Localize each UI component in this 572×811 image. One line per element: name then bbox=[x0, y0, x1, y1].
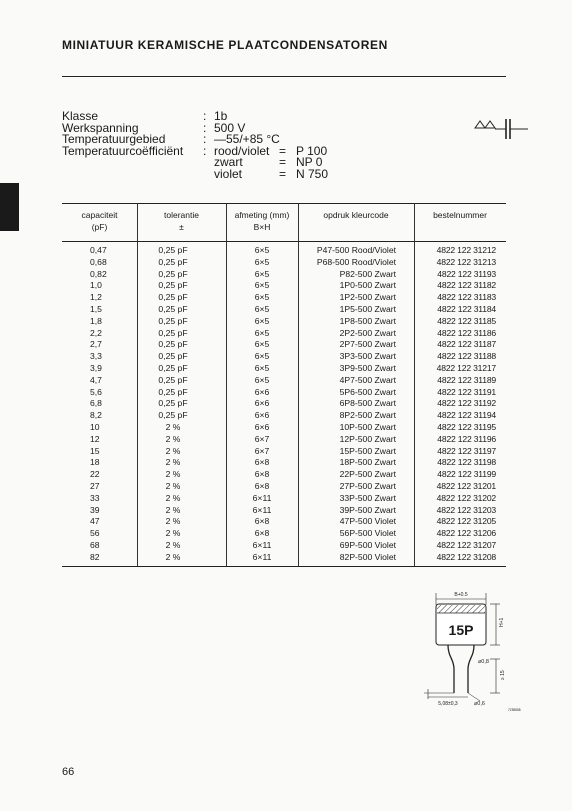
cell-opdruk: 27P-500 Zwart bbox=[339, 480, 396, 491]
cell-bestelnummer: 4822 122 31192 bbox=[437, 398, 496, 409]
cell-tolerantie: 2 % bbox=[165, 528, 181, 539]
cell-opdruk: 1P5-500 Zwart bbox=[339, 303, 396, 314]
table-row bbox=[62, 292, 506, 304]
cell-afmeting: 6×5 bbox=[254, 339, 270, 350]
cell-capaciteit: 1,5 bbox=[90, 303, 102, 314]
cell-bestelnummer: 4822 122 31196 bbox=[437, 433, 496, 444]
cell-afmeting: 6×6 bbox=[254, 421, 270, 432]
cell-afmeting: 6×11 bbox=[252, 492, 272, 503]
cell-bestelnummer: 4822 122 31201 bbox=[436, 480, 496, 491]
dim-width-label: B+0.5 bbox=[454, 592, 468, 598]
cell-tolerantie: 0,25 pF bbox=[158, 280, 188, 291]
cell-tolerantie: 2 % bbox=[165, 457, 181, 468]
cell-capaciteit: 39 bbox=[90, 504, 100, 515]
cell-bestelnummer: 4822 122 31205 bbox=[436, 516, 496, 527]
cell-capaciteit: 8,2 bbox=[90, 410, 102, 421]
cell-tolerantie: 0,25 pF bbox=[158, 315, 188, 326]
cell-tolerantie: 0,25 pF bbox=[158, 386, 188, 397]
dim-lead-dia-label: ⌀0,8 bbox=[478, 659, 489, 665]
cell-capaciteit: 56 bbox=[90, 528, 100, 539]
cell-afmeting: 6×5 bbox=[254, 292, 270, 303]
table-row bbox=[62, 516, 506, 528]
table-row bbox=[62, 328, 506, 340]
cell-bestelnummer: 4822 122 31217 bbox=[436, 362, 496, 373]
cell-opdruk: 18P-500 Zwart bbox=[339, 457, 396, 468]
table-row bbox=[62, 469, 506, 481]
spec-colon: : bbox=[203, 109, 207, 123]
cell-tolerantie: 0,25 pF bbox=[158, 398, 188, 409]
header-unit: ± bbox=[179, 222, 184, 232]
spec-code: NP 0 bbox=[296, 155, 323, 170]
cell-afmeting: 6×6 bbox=[254, 398, 270, 409]
cell-opdruk: P47-500 Rood/Violet bbox=[316, 245, 396, 255]
spec-equals: = bbox=[279, 166, 287, 181]
header-opdruk bbox=[298, 209, 414, 221]
cell-bestelnummer: 4822 122 31184 bbox=[437, 303, 496, 314]
cell-afmeting: 6×8 bbox=[254, 480, 270, 491]
cell-bestelnummer: 4822 122 31203 bbox=[436, 504, 496, 515]
table-top-rule bbox=[62, 203, 506, 204]
cell-opdruk: P68-500 Rood/Violet bbox=[316, 256, 396, 267]
spec-value: 1b bbox=[214, 109, 228, 123]
cell-tolerantie: 0,25 pF bbox=[158, 374, 188, 385]
header-capaciteit bbox=[62, 209, 137, 233]
table-row bbox=[62, 316, 506, 328]
table-row bbox=[62, 245, 506, 257]
spec-label: Klasse bbox=[62, 109, 99, 123]
cell-capaciteit: 4,7 bbox=[90, 374, 102, 385]
table-row bbox=[62, 540, 506, 552]
cell-capaciteit: 6,8 bbox=[90, 398, 102, 409]
cell-tolerantie: 2 % bbox=[165, 504, 181, 515]
page-title: MINIATUUR KERAMISCHE PLAATCONDENSATOREN bbox=[62, 38, 388, 52]
cell-tolerantie: 0,25 pF bbox=[158, 327, 188, 338]
cell-opdruk: 56P-500 Violet bbox=[339, 528, 396, 539]
table-row bbox=[62, 351, 506, 363]
cell-tolerantie: 0,25 pF bbox=[158, 292, 188, 303]
cell-capaciteit: 22 bbox=[90, 469, 100, 480]
cell-bestelnummer: 4822 122 31212 bbox=[436, 245, 496, 255]
cell-capaciteit: 3,9 bbox=[90, 362, 102, 373]
cell-capaciteit: 0,82 bbox=[90, 268, 107, 279]
cell-opdruk: 47P-500 Violet bbox=[339, 516, 396, 527]
cell-tolerantie: 2 % bbox=[165, 433, 181, 444]
cell-opdruk: 22P-500 Zwart bbox=[339, 469, 396, 480]
header-label: opdruk kleurcode bbox=[323, 210, 389, 220]
cell-tolerantie: 2 % bbox=[165, 492, 181, 503]
header-bestelnummer bbox=[414, 209, 506, 221]
spec-label: Temperatuurgebied bbox=[62, 132, 166, 147]
spec-colon: : bbox=[203, 132, 207, 147]
cell-tolerantie: 0,25 pF bbox=[158, 339, 188, 350]
cell-tolerantie: 0,25 pF bbox=[158, 351, 188, 362]
cell-capaciteit: 47 bbox=[90, 516, 100, 527]
table-row bbox=[62, 528, 506, 540]
cell-opdruk: P82-500 Zwart bbox=[339, 268, 396, 279]
cell-tolerantie: 0,25 pF bbox=[158, 362, 188, 373]
cell-opdruk: 6P8-500 Zwart bbox=[339, 398, 396, 409]
header-tolerantie bbox=[137, 209, 226, 233]
cell-opdruk: 8P2-500 Zwart bbox=[339, 410, 396, 421]
cell-afmeting: 6×5 bbox=[254, 315, 270, 326]
cell-afmeting: 6×11 bbox=[252, 539, 272, 550]
cell-bestelnummer: 4822 122 31183 bbox=[437, 292, 496, 303]
capacitor-table-body bbox=[62, 245, 506, 564]
spec-label: Temperatuurcoëfficiënt bbox=[62, 143, 184, 158]
cell-capaciteit: 10 bbox=[90, 421, 100, 432]
header-label: capaciteit bbox=[81, 210, 118, 220]
table-row bbox=[62, 375, 506, 387]
dim-height-label: H+1 bbox=[499, 617, 505, 627]
cell-afmeting: 6×6 bbox=[254, 386, 270, 397]
cell-capaciteit: 82 bbox=[90, 551, 100, 562]
cell-opdruk: 1P2-500 Zwart bbox=[339, 292, 396, 303]
cell-afmeting: 6×5 bbox=[254, 374, 270, 385]
cell-capaciteit: 33 bbox=[90, 492, 100, 503]
cell-capaciteit: 18 bbox=[90, 457, 100, 468]
cell-bestelnummer: 4822 122 31198 bbox=[437, 457, 496, 468]
cell-tolerantie: 2 % bbox=[165, 421, 181, 432]
section-marker bbox=[0, 183, 19, 231]
cell-capaciteit: 1,0 bbox=[90, 280, 102, 291]
cell-afmeting: 6×5 bbox=[254, 303, 270, 314]
table-row bbox=[62, 457, 506, 469]
cell-afmeting: 6×5 bbox=[254, 362, 270, 373]
title-divider bbox=[62, 76, 506, 77]
cell-capaciteit: 1,8 bbox=[90, 315, 102, 326]
page-number: 66 bbox=[62, 766, 75, 778]
cell-capaciteit: 0,47 bbox=[90, 245, 107, 255]
cell-tolerantie: 0,25 pF bbox=[158, 256, 188, 267]
dim-lead-length-label: ≥ 15 bbox=[500, 670, 506, 680]
table-header-rule bbox=[62, 241, 506, 242]
cell-capaciteit: 3,3 bbox=[90, 351, 102, 362]
cell-capaciteit: 2,2 bbox=[90, 327, 102, 338]
cell-afmeting: 6×11 bbox=[252, 551, 272, 562]
cell-opdruk: 1P8-500 Zwart bbox=[339, 315, 396, 326]
cell-opdruk: 3P9-500 Zwart bbox=[339, 362, 396, 373]
table-row bbox=[62, 280, 506, 292]
table-row bbox=[62, 493, 506, 505]
cell-bestelnummer: 4822 122 31182 bbox=[437, 280, 496, 291]
spec-value: rood/violet bbox=[214, 143, 270, 158]
cell-opdruk: 3P3-500 Zwart bbox=[339, 351, 396, 362]
table-row bbox=[62, 552, 506, 564]
table-row bbox=[62, 398, 506, 410]
capacitor-dimension-drawing bbox=[404, 585, 532, 715]
table-row bbox=[62, 410, 506, 422]
cell-bestelnummer: 4822 122 31199 bbox=[437, 469, 496, 480]
spec-value: zwart bbox=[214, 155, 243, 170]
drawing-reference: 7Z55558 bbox=[508, 708, 521, 712]
spec-colon: : bbox=[203, 120, 207, 135]
cell-afmeting: 6×7 bbox=[254, 433, 270, 444]
table-row bbox=[62, 422, 506, 434]
cell-bestelnummer: 4822 122 31207 bbox=[436, 539, 496, 550]
cell-bestelnummer: 4822 122 31185 bbox=[437, 315, 496, 326]
cell-tolerantie: 0,25 pF bbox=[158, 410, 188, 421]
table-row bbox=[62, 481, 506, 493]
spec-colon: : bbox=[203, 143, 207, 158]
cell-tolerantie: 2 % bbox=[165, 469, 181, 480]
cell-bestelnummer: 4822 122 31202 bbox=[436, 492, 496, 503]
cell-capaciteit: 5,6 bbox=[90, 386, 102, 397]
cell-afmeting: 6×5 bbox=[254, 268, 270, 279]
cell-bestelnummer: 4822 122 31187 bbox=[437, 339, 496, 350]
table-row bbox=[62, 434, 506, 446]
header-label: afmeting (mm) bbox=[234, 210, 290, 220]
cell-afmeting: 6×8 bbox=[254, 457, 270, 468]
header-label: bestelnummer bbox=[433, 210, 487, 220]
cell-capaciteit: 1,2 bbox=[90, 292, 102, 303]
cell-capaciteit: 12 bbox=[90, 433, 100, 444]
cell-afmeting: 6×11 bbox=[252, 504, 272, 515]
spec-value: 500 V bbox=[214, 120, 246, 135]
spec-code: N 750 bbox=[296, 166, 329, 181]
cell-bestelnummer: 4822 122 31197 bbox=[437, 445, 496, 456]
cell-opdruk: 39P-500 Zwart bbox=[339, 504, 396, 515]
cell-opdruk: 5P6-500 Zwart bbox=[339, 386, 396, 397]
spec-value: violet bbox=[214, 166, 243, 181]
cell-afmeting: 6×5 bbox=[254, 280, 270, 291]
cell-afmeting: 6×6 bbox=[254, 410, 270, 421]
cell-tolerantie: 0,25 pF bbox=[158, 303, 188, 314]
cell-afmeting: 6×8 bbox=[254, 469, 270, 480]
cell-tolerantie: 0,25 pF bbox=[158, 245, 188, 255]
cell-capaciteit: 27 bbox=[90, 480, 100, 491]
spec-code: P 100 bbox=[296, 143, 328, 158]
spec-equals: = bbox=[279, 143, 287, 158]
cell-bestelnummer: 4822 122 31194 bbox=[437, 410, 496, 421]
cell-opdruk: 12P-500 Zwart bbox=[339, 433, 396, 444]
cell-tolerantie: 2 % bbox=[165, 480, 181, 491]
cell-opdruk: 33P-500 Zwart bbox=[339, 492, 396, 503]
spec-label: Werkspanning bbox=[62, 120, 139, 135]
cell-tolerantie: 2 % bbox=[165, 539, 181, 550]
cell-afmeting: 6×5 bbox=[254, 245, 270, 255]
table-row bbox=[62, 257, 506, 269]
dim-pitch-label: 5,08±0,3 bbox=[438, 701, 458, 707]
dim-wire-dia-label: ⌀0,6 bbox=[474, 701, 485, 707]
spec-equals: = bbox=[279, 155, 287, 170]
cell-opdruk: 1P0-500 Zwart bbox=[339, 280, 396, 291]
body-marking-label: 15P bbox=[448, 622, 474, 638]
table-row bbox=[62, 363, 506, 375]
cell-bestelnummer: 4822 122 31195 bbox=[437, 421, 496, 432]
cell-tolerantie: 2 % bbox=[165, 551, 181, 562]
header-unit: B×H bbox=[253, 222, 271, 232]
cell-bestelnummer: 4822 122 31208 bbox=[436, 551, 496, 562]
cell-afmeting: 6×5 bbox=[254, 256, 270, 267]
table-row bbox=[62, 304, 506, 316]
table-row bbox=[62, 505, 506, 517]
cell-afmeting: 6×8 bbox=[254, 528, 270, 539]
cell-tolerantie: 2 % bbox=[165, 516, 181, 527]
cell-capaciteit: 2,7 bbox=[90, 339, 102, 350]
table-row bbox=[62, 446, 506, 458]
cell-afmeting: 6×7 bbox=[254, 445, 270, 456]
cell-capaciteit: 15 bbox=[90, 445, 100, 456]
header-afmeting bbox=[226, 209, 298, 233]
ceramic-capacitor-symbol-icon bbox=[472, 116, 532, 142]
cell-opdruk: 2P2-500 Zwart bbox=[339, 327, 396, 338]
cell-afmeting: 6×8 bbox=[254, 516, 270, 527]
cell-opdruk: 69P-500 Violet bbox=[339, 539, 396, 550]
cell-opdruk: 10P-500 Zwart bbox=[339, 421, 396, 432]
table-row bbox=[62, 339, 506, 351]
cell-tolerantie: 2 % bbox=[165, 445, 181, 456]
table-row bbox=[62, 387, 506, 399]
header-unit: (pF) bbox=[91, 222, 108, 232]
cell-afmeting: 6×5 bbox=[254, 351, 270, 362]
cell-bestelnummer: 4822 122 31189 bbox=[437, 374, 496, 385]
cell-capaciteit: 68 bbox=[90, 539, 100, 550]
cell-opdruk: 82P-500 Violet bbox=[339, 551, 396, 562]
cell-opdruk: 4P7-500 Zwart bbox=[339, 374, 396, 385]
cell-bestelnummer: 4822 122 31186 bbox=[437, 327, 496, 338]
cell-capaciteit: 0,68 bbox=[90, 256, 107, 267]
table-bottom-rule bbox=[62, 566, 506, 567]
cell-opdruk: 2P7-500 Zwart bbox=[339, 339, 396, 350]
spec-value: —55/+85 °C bbox=[214, 132, 280, 147]
cell-opdruk: 15P-500 Zwart bbox=[339, 445, 396, 456]
cell-bestelnummer: 4822 122 31206 bbox=[436, 528, 496, 539]
cell-bestelnummer: 4822 122 31213 bbox=[436, 256, 496, 267]
cell-bestelnummer: 4822 122 31188 bbox=[437, 351, 496, 362]
header-label: tolerantie bbox=[164, 210, 199, 220]
cell-bestelnummer: 4822 122 31191 bbox=[437, 386, 496, 397]
cell-bestelnummer: 4822 122 31193 bbox=[437, 268, 496, 279]
cell-afmeting: 6×5 bbox=[254, 327, 270, 338]
table-row bbox=[62, 269, 506, 281]
cell-tolerantie: 0,25 pF bbox=[158, 268, 188, 279]
